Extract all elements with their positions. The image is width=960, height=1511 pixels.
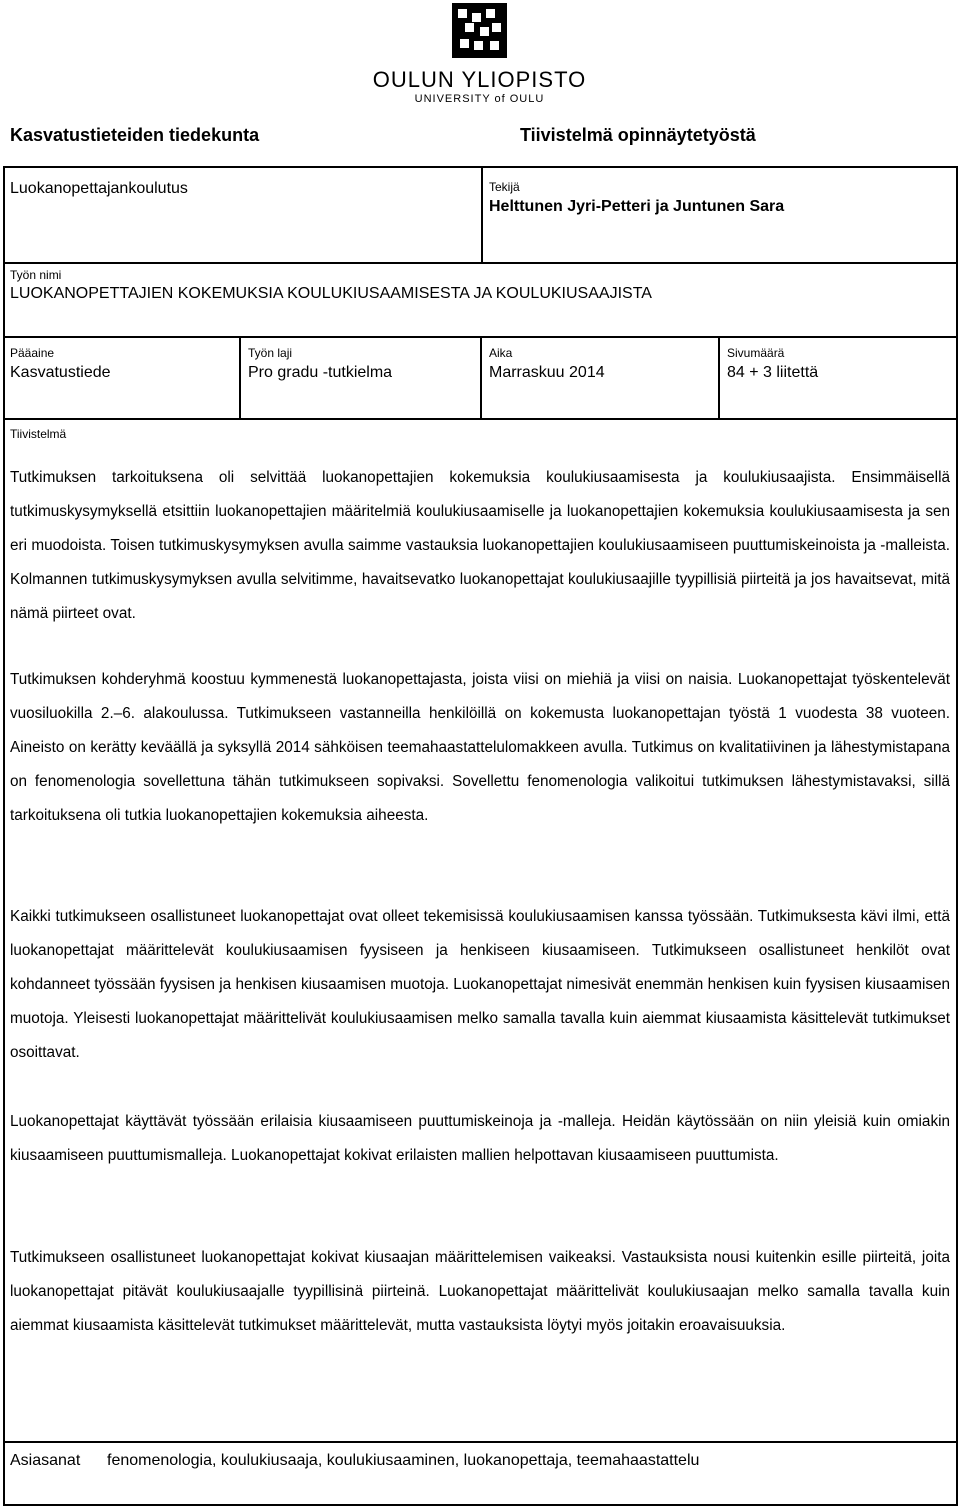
- date-value: Marraskuu 2014: [489, 364, 605, 381]
- keywords-label: Asiasanat: [10, 1452, 81, 1469]
- row-divider: [3, 418, 958, 420]
- university-logo-mark: [452, 3, 507, 58]
- major-label: Pääaine: [10, 346, 55, 360]
- row-divider: [3, 1441, 958, 1443]
- row-divider: [3, 262, 958, 264]
- university-name-fi: OULUN YLIOPISTO: [372, 67, 587, 92]
- abstract-paragraph: Tutkimuksen tarkoituksena oli selvittää luokanopettajien kokemuksia koulukiusaamisesta ja koulukiusaajista. Ensimmäisellä tutkimuskysymyksellä etsittiin luokanopettajien määritelmiä koulukiusaamiselle ja luokanopettajien kokemuksia koulukiusaamisesta ja sen eri muodoista. Toisen tutkimuskysymyksen avulla saimme vastauksia luokanopettajien koulukiusaamiseen puuttumiskeinoista ja -malleista. Kolmannen tutkimuskysymyksen avulla selvitimme, havaitsevatko luokanopettajat koulukiusaajille tyypillisiä piirteitä ja jos havaitsevat, mitä nämä piirteet ovat.: [10, 469, 950, 622]
- date-label: Aika: [489, 346, 513, 360]
- programme-value: Luokanopettajankoulutus: [10, 180, 188, 197]
- keywords-value: fenomenologia, koulukiusaaja, koulukiusaaminen, luokanopettaja, teemahaastattelu: [107, 1452, 700, 1469]
- major-value: Kasvatustiede: [10, 364, 111, 381]
- abstract-paragraph: Luokanopettajat käyttävät työssään erilaisia kiusaamiseen puuttumiskeinoja ja -malleja. Heidän käytössään on niin yleisiä kuin omiakin kiusaamiseen puuttumismalleja. Luokanopettajat kokivat erilaisten mallien helpottavan kiusaamiseen puuttumista.: [10, 1113, 950, 1164]
- abstract-paragraph: Tutkimukseen osallistuneet luokanopettajat kokivat kiusaajan määrittelemisen vaikeaksi. Vastauksista nousi kuitenkin esille piirteitä, joita luokanopettajat pitävät koulukiusaajalle tyypillisinä piirteinä. Luokanopettajat määrittelivät koulukiusaajan melko samalla tavalla kuin aiemmat kiusaamista käsittelevät tutkimukset määrittelevät, mutta vastauksista löytyi myös joitakin eroavaisuuksia.: [10, 1249, 950, 1334]
- author-label: Tekijä: [489, 180, 520, 194]
- pages-value: 84 + 3 liitettä: [727, 364, 819, 381]
- column-divider: [480, 336, 482, 418]
- abstract-label: Tiivistelmä: [10, 427, 67, 441]
- abstract-paragraph: Kaikki tutkimukseen osallistuneet luokanopettajat ovat olleet tekemisissä koulukiusaamisen kanssa työssään. Tutkimuksesta kävi ilmi, että luokanopettajat määrittelevät koulukiusaamisen fyysiseen ja henkiseen kiusaamiseen. Tutkimukseen osallistuneet henkilöt ovat kohdanneet työssään fyysisen ja henkisen kiusaamisen muotoja. Luokanopettajat nimesivät enemmän henkisen kuin fyysisen kiusaamisen muotoja. Yleisesti luokanopettajat määrittelivät koulukiusaamisen melko samalla tavalla kuin aiemmat kiusaamista käsittelevät tutkimukset osoittavat.: [10, 908, 950, 1061]
- type-label: Työn laji: [248, 346, 293, 360]
- author-value: Helttunen Jyri-Petteri ja Juntunen Sara: [489, 198, 785, 215]
- university-name-en: UNIVERSITY of OULU: [414, 93, 545, 105]
- column-divider: [481, 166, 483, 262]
- column-divider: [718, 336, 720, 418]
- column-divider: [239, 336, 241, 418]
- abstract-paragraph: Tutkimuksen kohderyhmä koostuu kymmenestä luokanopettajasta, joista viisi on miehiä ja viisi on naisia. Luokanopettajat työskentelevät vuosiluokilla 2.–6. alakoulussa. Tutkimukseen vastanneilla henkilöillä on kokemusta luokanopettajan työstä 1 vuodesta 38 vuoteen. Aineisto on kerätty keväällä ja syksyllä 2014 sähköisen teemahaastattelulomakkeen avulla. Tutkimus on kvalitatiivinen ja lähestymistapana on fenomenologia sovellettuna tähän tutkimukseen sopivaksi. Sovellettu fenomenologia valikoitui tutkimuksen lähestymistavaksi, sillä tarkoituksena oli tutkia luokanopettajien kokemuksia aiheesta.: [10, 671, 950, 824]
- faculty-heading: Kasvatustieteiden tiedekunta: [10, 125, 260, 145]
- title-value: LUOKANOPETTAJIEN KOKEMUKSIA KOULUKIUSAAMISESTA JA KOULUKIUSAAJISTA: [10, 285, 652, 302]
- type-value: Pro gradu -tutkielma: [248, 364, 393, 381]
- document-type-heading: Tiivistelmä opinnäytetyöstä: [520, 125, 756, 145]
- pages-label: Sivumäärä: [727, 346, 785, 360]
- title-label: Työn nimi: [10, 268, 62, 282]
